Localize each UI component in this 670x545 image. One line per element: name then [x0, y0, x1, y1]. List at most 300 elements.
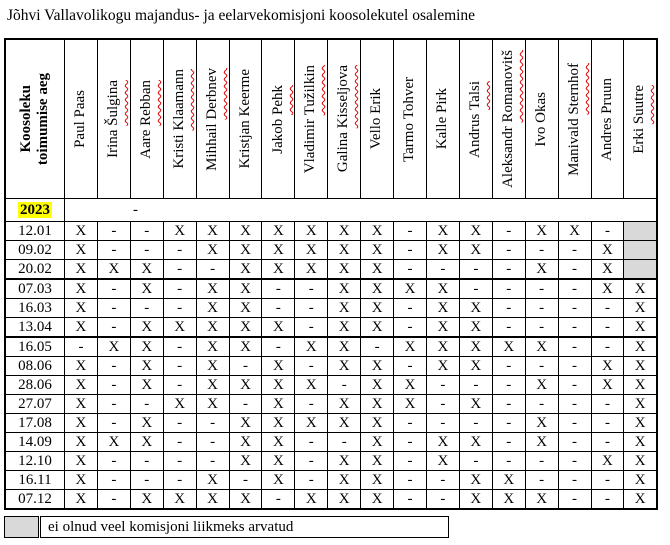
attendance-cell: - [295, 279, 328, 299]
attendance-cell: X [591, 279, 624, 299]
attendance-cell: X [328, 241, 361, 260]
date-cell: 07.03 [5, 279, 65, 299]
attendance-cell: X [295, 337, 328, 357]
attendance-cell: X [394, 337, 427, 357]
attendance-cell: X [361, 452, 394, 471]
member-header [426, 39, 459, 199]
attendance-cell: - [196, 414, 229, 433]
attendance-cell: - [558, 414, 591, 433]
attendance-cell: - [229, 395, 262, 414]
not-member-cell [624, 241, 657, 260]
member-lastname: Erik [368, 88, 385, 115]
year-row [5, 199, 657, 222]
attendance-cell: - [394, 260, 427, 280]
attendance-cell: X [65, 452, 98, 471]
attendance-cell: X [361, 471, 394, 490]
date-cell: 14.09 [5, 433, 65, 452]
member-firstname: Paul [72, 117, 89, 148]
attendance-cell: - [426, 395, 459, 414]
attendance-cell: X [624, 376, 657, 395]
attendance-cell: X [196, 337, 229, 357]
attendance-cell: X [492, 471, 525, 490]
attendance-cell: X [262, 452, 295, 471]
attendance-cell: X [426, 222, 459, 241]
date-cell: 20.02 [5, 260, 65, 280]
attendance-cell: - [492, 452, 525, 471]
attendance-cell: X [525, 376, 558, 395]
date-cell: 16.11 [5, 471, 65, 490]
attendance-cell: X [525, 414, 558, 433]
attendance-cell: - [394, 222, 427, 241]
attendance-cell: X [262, 260, 295, 280]
attendance-cell: - [492, 433, 525, 452]
attendance-cell: - [591, 414, 624, 433]
attendance-cell: X [459, 337, 492, 357]
member-lastname: Tohver [401, 76, 418, 119]
table-row [5, 376, 657, 395]
attendance-cell: - [591, 395, 624, 414]
corner-header-text [6, 40, 64, 198]
member-header [558, 39, 591, 199]
attendance-cell: - [426, 260, 459, 280]
attendance-cell: X [394, 376, 427, 395]
attendance-cell: X [130, 337, 163, 357]
attendance-cell: X [361, 299, 394, 318]
member-name [460, 40, 492, 198]
attendance-cell: X [229, 337, 262, 357]
attendance-cell: X [229, 318, 262, 338]
attendance-cell: X [229, 433, 262, 452]
attendance-cell: - [394, 241, 427, 260]
attendance-cell: X [459, 241, 492, 260]
attendance-cell: X [163, 318, 196, 338]
attendance-cell: X [295, 222, 328, 241]
year-merged-cell [65, 199, 658, 222]
attendance-cell: X [295, 414, 328, 433]
attendance-cell: X [295, 490, 328, 510]
attendance-cell: - [394, 414, 427, 433]
attendance-cell: X [65, 414, 98, 433]
attendance-cell: - [163, 260, 196, 280]
attendance-cell: - [492, 376, 525, 395]
attendance-cell: - [97, 279, 130, 299]
member-header [361, 39, 394, 199]
member-header [459, 39, 492, 199]
date-cell: 07.12 [5, 490, 65, 510]
member-name [394, 40, 426, 198]
table-row [5, 471, 657, 490]
attendance-cell: X [361, 433, 394, 452]
attendance-cell: - [295, 318, 328, 338]
attendance-cell: X [426, 452, 459, 471]
attendance-cell: X [525, 490, 558, 510]
attendance-cell: - [558, 279, 591, 299]
attendance-cell: X [295, 376, 328, 395]
member-name [427, 40, 459, 198]
attendance-cell: - [492, 260, 525, 280]
member-name [197, 40, 229, 198]
legend-text: ei olnud veel komisjoni liikmeks arvatud [40, 516, 449, 538]
attendance-cell: - [558, 471, 591, 490]
attendance-cell: - [130, 471, 163, 490]
member-header [525, 39, 558, 199]
attendance-cell: - [97, 357, 130, 376]
member-header [163, 39, 196, 199]
attendance-cell: - [97, 222, 130, 241]
member-lastname: Klaamann [170, 69, 187, 131]
attendance-cell: X [130, 414, 163, 433]
attendance-cell: - [295, 299, 328, 318]
member-name [624, 40, 656, 198]
attendance-cell: - [394, 299, 427, 318]
attendance-cell: - [459, 376, 492, 395]
attendance-cell: - [394, 452, 427, 471]
attendance-cell: X [361, 318, 394, 338]
attendance-cell: X [262, 471, 295, 490]
attendance-cell: X [262, 414, 295, 433]
attendance-cell: X [262, 318, 295, 338]
attendance-cell: - [558, 337, 591, 357]
attendance-cell: - [558, 318, 591, 338]
attendance-cell: - [97, 414, 130, 433]
attendance-cell: X [624, 471, 657, 490]
attendance-cell: X [361, 241, 394, 260]
attendance-cell: X [558, 222, 591, 241]
member-firstname: Andres [598, 113, 615, 161]
attendance-cell: X [262, 376, 295, 395]
attendance-cell: - [295, 433, 328, 452]
attendance-cell: X [229, 222, 262, 241]
attendance-cell: X [426, 279, 459, 299]
attendance-cell: - [426, 471, 459, 490]
attendance-cell: X [65, 241, 98, 260]
attendance-cell: X [262, 357, 295, 376]
attendance-cell: X [328, 260, 361, 280]
attendance-cell: - [591, 433, 624, 452]
date-cell: 28.06 [5, 376, 65, 395]
attendance-cell: X [525, 222, 558, 241]
attendance-cell: - [97, 318, 130, 338]
year-highlight: 2023 [20, 201, 50, 218]
attendance-cell: X [65, 376, 98, 395]
member-firstname: Mihhail [203, 119, 220, 171]
member-header [492, 39, 525, 199]
attendance-cell: - [591, 222, 624, 241]
table-row [5, 357, 657, 376]
attendance-cell: - [163, 471, 196, 490]
member-firstname: Vello [368, 114, 385, 150]
date-cell: 16.05 [5, 337, 65, 357]
attendance-cell: X [65, 260, 98, 280]
attendance-cell: X [426, 433, 459, 452]
attendance-cell: X [426, 318, 459, 338]
attendance-cell: X [196, 318, 229, 338]
attendance-cell: X [262, 241, 295, 260]
attendance-cell: X [262, 395, 295, 414]
member-name [98, 40, 130, 198]
attendance-cell: X [624, 299, 657, 318]
attendance-cell: X [624, 337, 657, 357]
member-header [295, 39, 328, 199]
attendance-cell: X [130, 318, 163, 338]
attendance-cell: - [525, 471, 558, 490]
attendance-cell: X [196, 395, 229, 414]
attendance-cell: - [97, 452, 130, 471]
attendance-cell: X [97, 260, 130, 280]
attendance-cell: - [525, 395, 558, 414]
attendance-cell: X [328, 299, 361, 318]
attendance-cell: - [459, 260, 492, 280]
member-name [131, 40, 163, 198]
attendance-cell: - [394, 318, 427, 338]
attendance-cell: - [163, 279, 196, 299]
attendance-cell: - [525, 299, 558, 318]
attendance-cell: - [97, 471, 130, 490]
attendance-cell: X [328, 222, 361, 241]
attendance-cell: X [328, 318, 361, 338]
attendance-cell: - [591, 299, 624, 318]
attendance-cell: - [361, 337, 394, 357]
attendance-cell: - [492, 222, 525, 241]
not-member-cell [624, 222, 657, 241]
attendance-cell: X [328, 490, 361, 510]
member-lastname: Derbnev [203, 67, 220, 120]
date-cell: 27.07 [5, 395, 65, 414]
member-header [624, 39, 657, 199]
attendance-cell: - [394, 471, 427, 490]
attendance-cell: - [262, 337, 295, 357]
member-name [526, 40, 558, 198]
attendance-cell: X [229, 279, 262, 299]
attendance-cell: X [65, 299, 98, 318]
corner-line2: toimumise aeg [34, 72, 51, 166]
attendance-cell: - [492, 279, 525, 299]
attendance-cell: - [591, 318, 624, 338]
attendance-cell: - [130, 299, 163, 318]
attendance-cell: X [624, 414, 657, 433]
member-header [394, 39, 427, 199]
attendance-cell: - [525, 318, 558, 338]
attendance-cell: X [361, 395, 394, 414]
table-row [5, 452, 657, 471]
member-name [328, 40, 360, 198]
attendance-cell: X [361, 279, 394, 299]
attendance-cell: X [525, 433, 558, 452]
attendance-cell: X [459, 357, 492, 376]
table-row [5, 279, 657, 299]
member-firstname: Tarmo [401, 118, 418, 162]
attendance-cell: - [591, 337, 624, 357]
attendance-cell: X [65, 471, 98, 490]
year-label-cell [5, 199, 65, 222]
table-row [5, 414, 657, 433]
attendance-cell: X [196, 357, 229, 376]
attendance-cell: - [130, 452, 163, 471]
attendance-cell: X [229, 299, 262, 318]
year-dash: - [132, 201, 138, 218]
attendance-cell: X [229, 241, 262, 260]
corner-line1: Koosoleku [17, 85, 34, 153]
member-lastname: Pirk [434, 88, 451, 114]
attendance-cell: - [525, 279, 558, 299]
attendance-cell: - [130, 241, 163, 260]
legend-gray-swatch [4, 516, 39, 538]
attendance-cell: - [97, 395, 130, 414]
attendance-cell: X [163, 395, 196, 414]
corner-header [5, 39, 65, 199]
member-lastname: Tužilkin [302, 64, 319, 116]
member-firstname: Jakob [269, 114, 286, 154]
attendance-cell: - [525, 357, 558, 376]
attendance-cell: X [624, 395, 657, 414]
attendance-cell: X [591, 376, 624, 395]
member-firstname: Aleksandr [499, 122, 516, 188]
member-name [361, 40, 393, 198]
attendance-cell: X [295, 241, 328, 260]
attendance-cell: X [361, 222, 394, 241]
attendance-cell: X [196, 279, 229, 299]
attendance-cell: - [65, 337, 98, 357]
table-row [5, 260, 657, 280]
attendance-cell: - [394, 490, 427, 510]
attendance-cell: X [65, 357, 98, 376]
member-firstname: Kristjan [236, 116, 253, 169]
attendance-cell: X [361, 357, 394, 376]
attendance-cell: X [229, 376, 262, 395]
member-name [65, 40, 97, 198]
attendance-cell: X [459, 490, 492, 510]
header-row [5, 39, 657, 199]
attendance-cell: X [196, 376, 229, 395]
attendance-cell: - [130, 222, 163, 241]
table-row [5, 490, 657, 510]
member-lastname: Rebban [137, 79, 154, 126]
attendance-cell: - [426, 376, 459, 395]
attendance-cell: - [163, 337, 196, 357]
attendance-cell: - [163, 241, 196, 260]
attendance-cell: - [492, 395, 525, 414]
attendance-cell: - [459, 414, 492, 433]
attendance-cell: - [591, 471, 624, 490]
attendance-cell: X [492, 490, 525, 510]
attendance-cell: X [459, 395, 492, 414]
member-firstname: Galina [335, 128, 352, 173]
member-header [196, 39, 229, 199]
member-header [229, 39, 262, 199]
attendance-cell: X [65, 490, 98, 510]
attendance-cell: X [426, 357, 459, 376]
member-lastname: Sternhof [565, 62, 582, 115]
attendance-cell: X [328, 279, 361, 299]
attendance-cell: - [525, 241, 558, 260]
member-name [592, 40, 624, 198]
attendance-cell: - [97, 376, 130, 395]
attendance-cell: X [394, 279, 427, 299]
legend [4, 516, 449, 538]
attendance-cell: X [65, 318, 98, 338]
attendance-cell: X [624, 279, 657, 299]
member-firstname: Vladimir [302, 115, 319, 174]
attendance-cell: X [65, 222, 98, 241]
attendance-cell: - [163, 357, 196, 376]
attendance-cell: - [492, 357, 525, 376]
attendance-cell: X [196, 241, 229, 260]
table-row [5, 337, 657, 357]
attendance-cell: X [426, 337, 459, 357]
attendance-cell: X [229, 452, 262, 471]
attendance-cell: X [624, 357, 657, 376]
attendance-cell: - [196, 452, 229, 471]
attendance-cell: X [459, 299, 492, 318]
attendance-cell: X [361, 376, 394, 395]
attendance-cell: X [525, 260, 558, 280]
attendance-cell: X [262, 433, 295, 452]
attendance-cell: X [426, 241, 459, 260]
attendance-cell: X [229, 260, 262, 280]
attendance-cell: X [328, 395, 361, 414]
attendance-cell: - [163, 433, 196, 452]
attendance-cell: - [558, 433, 591, 452]
date-cell: 16.03 [5, 299, 65, 318]
date-cell: 09.02 [5, 241, 65, 260]
attendance-cell: - [492, 414, 525, 433]
attendance-cell: - [525, 452, 558, 471]
attendance-cell: - [163, 452, 196, 471]
attendance-cell: X [525, 337, 558, 357]
table-header [5, 39, 657, 199]
member-firstname: Kalle [434, 113, 451, 150]
attendance-cell: - [558, 357, 591, 376]
date-cell: 13.04 [5, 318, 65, 338]
attendance-cell: X [624, 452, 657, 471]
member-lastname: Romanovitš [499, 50, 516, 123]
attendance-cell: - [558, 241, 591, 260]
table-row [5, 318, 657, 338]
attendance-cell: - [130, 395, 163, 414]
attendance-cell: - [459, 452, 492, 471]
attendance-cell: - [97, 490, 130, 510]
member-name [230, 40, 262, 198]
attendance-cell: X [196, 222, 229, 241]
attendance-cell: - [591, 490, 624, 510]
attendance-cell: X [361, 414, 394, 433]
attendance-cell: - [262, 299, 295, 318]
attendance-cell: - [558, 395, 591, 414]
date-cell: 12.10 [5, 452, 65, 471]
attendance-cell: X [130, 490, 163, 510]
member-name [559, 40, 591, 198]
table-row [5, 241, 657, 260]
attendance-cell: - [163, 376, 196, 395]
attendance-cell: - [262, 490, 295, 510]
attendance-cell: X [591, 357, 624, 376]
member-lastname: Kisseljova [335, 65, 352, 129]
attendance-cell: - [328, 376, 361, 395]
attendance-cell: - [229, 357, 262, 376]
date-cell: 12.01 [5, 222, 65, 241]
table-body [5, 199, 657, 510]
attendance-cell: X [229, 490, 262, 510]
attendance-cell: X [65, 433, 98, 452]
not-member-cell [624, 260, 657, 280]
attendance-cell: X [130, 357, 163, 376]
attendance-cell: - [492, 241, 525, 260]
member-firstname: Manivald [565, 114, 582, 176]
attendance-cell: X [229, 414, 262, 433]
table-row [5, 222, 657, 241]
attendance-cell: X [328, 337, 361, 357]
attendance-cell: - [426, 490, 459, 510]
